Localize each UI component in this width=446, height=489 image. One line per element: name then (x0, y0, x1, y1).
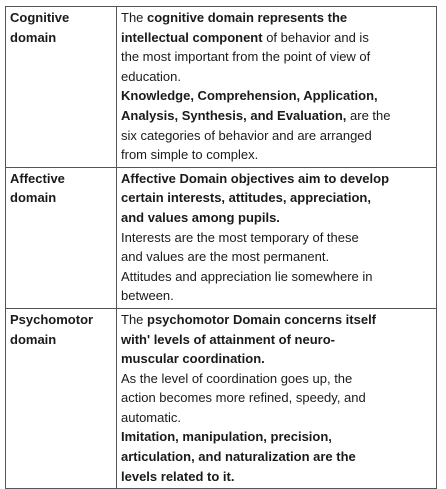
description-line (121, 8, 433, 28)
bold-text: intellectual component (121, 29, 263, 45)
bold-text: Knowledge, Comprehension, Application, (121, 88, 378, 104)
description-line (121, 228, 433, 248)
plain-text: automatic. (121, 409, 181, 425)
table-row (6, 167, 437, 308)
description-line (121, 67, 433, 87)
description-line (121, 169, 433, 189)
plain-text: from simple to complex. (121, 147, 259, 163)
bold-text: cognitive domain represents the (147, 10, 348, 25)
bold-text: certain interests, attitudes, appreciation, (121, 190, 371, 206)
domain-name-line: domain (10, 29, 57, 45)
domain-name-line: domain (10, 331, 57, 347)
description-line (121, 267, 433, 287)
domain-name-cell (6, 7, 117, 168)
description-line (121, 408, 433, 428)
domain-description-cell (117, 167, 437, 308)
plain-text: of behavior and is (262, 29, 369, 45)
bold-text: Affective Domain objectives aim to develop (121, 170, 390, 186)
description-line (121, 310, 433, 330)
domain-name-line: Affective (10, 170, 65, 186)
bold-text: muscular coordination. (121, 351, 265, 367)
bold-text: Analysis, Synthesis, and Evaluation, (121, 107, 347, 123)
plain-text: The (121, 10, 148, 25)
description-line (121, 447, 433, 467)
domain-name-line: Psychomotor (10, 311, 94, 327)
description-line (121, 28, 433, 48)
description-line (121, 247, 433, 267)
bold-text: levels related to it. (121, 468, 235, 484)
domains-table-body (6, 7, 437, 489)
description-line (121, 330, 433, 350)
plain-text: As the level of coordination goes up, the (121, 370, 353, 386)
description-line (121, 188, 433, 208)
domain-name-cell (6, 308, 117, 488)
plain-text: education. (121, 68, 181, 84)
domains-table (5, 6, 437, 489)
bold-text: psychomotor Domain concerns itself (147, 311, 377, 327)
table-row (6, 7, 437, 168)
plain-text: action becomes more refined, speedy, and (121, 390, 366, 406)
description-line (121, 86, 433, 106)
plain-text: between. (121, 288, 174, 304)
plain-text: Interests are the most temporary of these (121, 229, 359, 245)
domain-description-cell (117, 7, 437, 168)
description-line (121, 467, 433, 487)
description-line (121, 126, 433, 146)
description-line (121, 349, 433, 369)
description-line (121, 208, 433, 228)
plain-text: six categories of behavior and are arranged (121, 127, 372, 143)
description-line (121, 286, 433, 306)
description-line (121, 106, 433, 126)
bold-text: with' levels of attainment of neuro- (121, 331, 335, 347)
domain-name-line: domain (10, 190, 57, 206)
description-line (121, 145, 433, 165)
description-line (121, 369, 433, 389)
plain-text: the most important from the point of view of (121, 49, 371, 65)
domain-name-cell (6, 167, 117, 308)
domain-description-cell (117, 308, 437, 488)
plain-text: and values are the most permanent. (121, 249, 330, 265)
bold-text: and values among pupils. (121, 209, 280, 225)
description-line (121, 388, 433, 408)
bold-text: Imitation, manipulation, precision, (121, 429, 332, 445)
description-line (121, 427, 433, 447)
plain-text: The (121, 311, 148, 327)
domain-name-line: Cognitive (10, 10, 70, 25)
description-line (121, 47, 433, 67)
table-row (6, 308, 437, 488)
plain-text: are the (346, 107, 391, 123)
bold-text: articulation, and naturalization are the (121, 449, 356, 465)
plain-text: Attitudes and appreciation lie somewhere in (121, 268, 373, 284)
